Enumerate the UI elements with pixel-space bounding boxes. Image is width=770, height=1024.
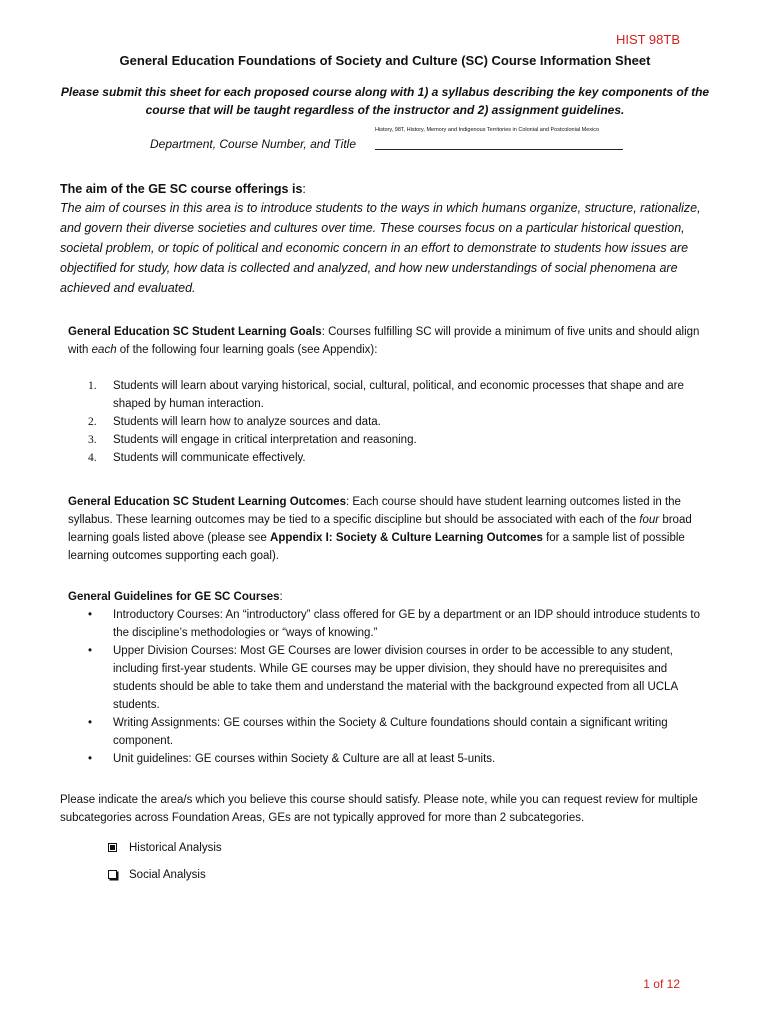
list-number: 1. <box>88 380 97 392</box>
list-item <box>68 377 708 413</box>
list-number: 4. <box>88 452 97 464</box>
bullet-icon: • <box>88 753 93 765</box>
list-item-text: Upper Division Courses: Most GE Courses are lower division courses in order to be accessible to any student, including first-year students. While GE courses may be upper division, they should have no prerequisites and students should be able to take them and understand the material with the background expected from all UCLA students. <box>113 645 678 711</box>
learning-goals-list <box>68 377 708 467</box>
list-item-text: Unit guidelines: GE courses within Society & Culture are all at least 5-units. <box>113 753 496 765</box>
list-item <box>68 431 708 449</box>
list-item-text: Students will communicate effectively. <box>113 452 306 464</box>
list-number: 3. <box>88 434 97 446</box>
page-title: General Education Foundations of Society and Culture (SC) Course Information Sheet <box>119 53 651 68</box>
area-option-historical[interactable] <box>108 834 222 861</box>
list-item-text: Students will learn how to analyze sources and data. <box>113 416 381 428</box>
learning-outcomes-four: four <box>639 514 660 526</box>
aim-body: The aim of courses in this area is to introduce students to the ways in which humans organize, structure, rationalize, and govern their diverse societies and cultures over time. These courses focus on a particular historical question, societal problem, or topic of political and economic concern in an effort to demonstrate to students how issues are objectified for study, how data is collected and analyzed, and how new understandings of social phenomena are achieved and evaluated. <box>60 201 701 295</box>
aim-heading: The aim of the GE SC course offerings is <box>60 182 303 196</box>
guidelines-colon: : <box>279 591 283 603</box>
guidelines-heading: General Guidelines for GE SC Courses <box>68 591 280 603</box>
list-item <box>68 642 708 714</box>
department-label: Department, Course Number, and Title <box>150 137 356 151</box>
guidelines-section <box>68 588 708 768</box>
learning-goals-section <box>68 323 708 467</box>
learning-outcomes-section <box>68 493 708 565</box>
list-item-text: Students will learn about varying historical, social, cultural, political, and economic processes that shape and are shaped by human interaction. <box>113 380 684 410</box>
department-underline <box>375 149 623 150</box>
list-item <box>68 750 708 768</box>
learning-goals-intro <box>68 323 708 359</box>
learning-outcomes-text: : Each course should have student learning outcomes listed in the syllabus. These learning outcomes may be tied to a specific discipline but should be associated with each of the <box>68 496 681 526</box>
list-item-text: Introductory Courses: An “introductory” class offered for GE by a department or an IDP should introduce students to the discipline’s methodologies or “ways of knowing.” <box>113 609 701 639</box>
learning-outcomes-text-end: for a sample list of possible learning outcomes supporting each goal). <box>68 532 685 562</box>
area-request-text: Please indicate the area/s which you believe this course should satisfy. Please note, while you can request review for multiple subcategories across Foundation Areas, GEs are not typically approved for more than 2 subcategories. <box>60 794 698 824</box>
course-code: HIST 98TB <box>615 32 680 47</box>
bullet-icon: • <box>88 717 93 729</box>
checkbox-unchecked-icon[interactable] <box>108 870 117 879</box>
appendix-reference: Appendix I: Society & Culture Learning Outcomes <box>270 532 543 544</box>
area-option-label: Social Analysis <box>129 868 206 881</box>
list-number: 2. <box>88 416 97 428</box>
department-value[interactable]: History, 98T, History, Memory and Indigenous Territories in Colonial and Postcolonial Mexico <box>375 127 600 133</box>
area-option-label: Historical Analysis <box>129 841 222 854</box>
bullet-icon: • <box>88 609 93 621</box>
guidelines-list <box>68 606 708 768</box>
learning-outcomes-heading: General Education SC Student Learning Outcomes <box>68 496 346 508</box>
area-checkbox-list <box>108 834 222 888</box>
list-item <box>68 413 708 431</box>
learning-outcomes-text-mid: broad learning goals listed above (please see <box>68 514 692 544</box>
learning-goals-text-end: of the following four learning goals (see Appendix): <box>116 344 378 356</box>
learning-goals-heading: General Education SC Student Learning Goals <box>68 326 322 338</box>
area-option-social[interactable] <box>108 861 222 888</box>
learning-goals-each: each <box>91 344 117 356</box>
list-item-text: Students will engage in critical interpretation and reasoning. <box>113 434 417 446</box>
page-number: 1 of 12 <box>643 977 680 991</box>
list-item <box>68 606 708 642</box>
checkbox-checked-icon[interactable] <box>108 843 117 852</box>
intro-instructions: Please submit this sheet for each proposed course along with 1) a syllabus describing the key components of the course that will be taught regardless of the instructor and 2) assignment guidelines. <box>60 85 710 117</box>
bullet-icon: • <box>88 645 93 657</box>
learning-goals-text: : Courses fulfilling SC will provide a minimum of five units and should align with <box>68 326 700 356</box>
department-field <box>150 127 630 153</box>
list-item <box>68 449 708 467</box>
aim-colon: : <box>302 182 306 196</box>
list-item-text: Writing Assignments: GE courses within the Society & Culture foundations should contain a significant writing component. <box>113 717 668 747</box>
list-item <box>68 714 708 750</box>
aim-section <box>60 182 720 298</box>
